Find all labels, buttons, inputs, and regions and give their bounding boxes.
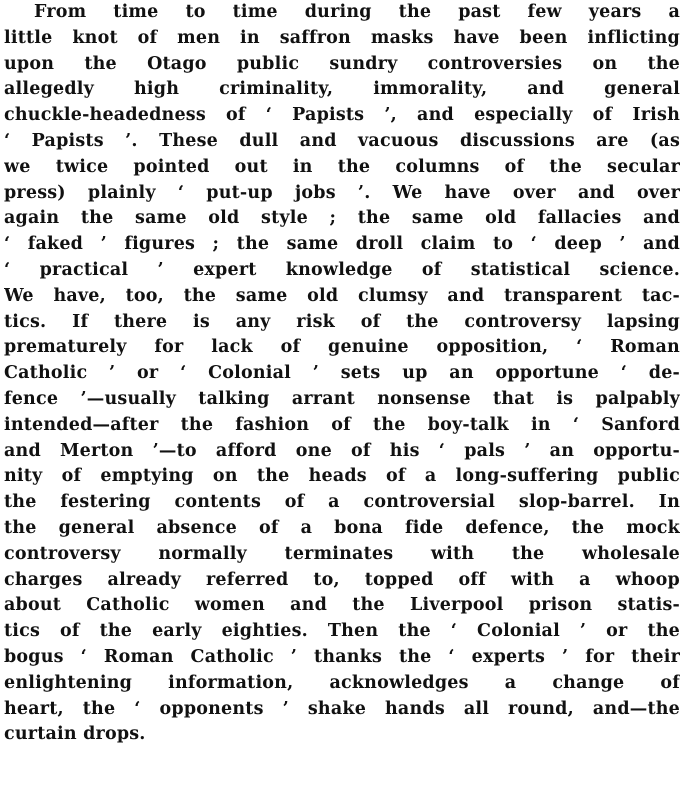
- text-line: curtain drops.: [4, 724, 146, 745]
- text-line: ‘ practical ’ expert knowledge of statistical science.: [4, 259, 680, 280]
- text-line: nity of emptying on the heads of a long-suffering public: [4, 466, 680, 487]
- text-line: controversy normally terminates with the wholesale: [4, 543, 680, 564]
- text-line: ‘ faked ’ figures ; the same droll claim to ‘ deep ’ and: [4, 234, 680, 255]
- text-line: and Merton ’—to afford one of his ‘ pals ’ an opportu-: [4, 440, 680, 461]
- text-line: enlightening information, acknowledges a change of: [4, 672, 680, 693]
- text-line: prematurely for lack of genuine opposition, ‘ Roman: [4, 337, 680, 358]
- text-line: From time to time during the past few years a: [34, 2, 680, 22]
- text-line: We have, too, the same old clumsy and transparent tac-: [4, 285, 680, 306]
- article-paragraph: [4, 0, 680, 748]
- text-line: charges already referred to, topped off with a whoop: [4, 569, 680, 590]
- text-line: fence ’—usually talking arrant nonsense that is palpably: [4, 388, 680, 409]
- text-line: heart, the ‘ opponents ’ shake hands all round, and—the: [4, 698, 680, 719]
- text-line: upon the Otago public sundry controversies on the: [4, 53, 680, 74]
- text-line: chuckle-headedness of ‘ Papists ’, and especially of Irish: [4, 105, 680, 126]
- text-line: allegedly high criminality, immorality, and general: [4, 79, 680, 100]
- text-line: we twice pointed out in the columns of the secular: [4, 156, 680, 177]
- text-line: about Catholic women and the Liverpool prison statis-: [4, 595, 680, 616]
- text-line: tics of the early eighties. Then the ‘ Colonial ’ or the: [4, 621, 680, 642]
- text-line: the general absence of a bona fide defence, the mock: [4, 517, 680, 538]
- text-line: again the same old style ; the same old fallacies and: [4, 208, 680, 229]
- text-line: press) plainly ‘ put-up jobs ’. We have over and over: [4, 182, 680, 203]
- text-line: tics. If there is any risk of the controversy lapsing: [4, 311, 680, 332]
- text-line: ‘ Papists ’. These dull and vacuous discussions are (as: [4, 130, 680, 151]
- text-line: Catholic ’ or ‘ Colonial ’ sets up an opportune ‘ de-: [4, 363, 680, 384]
- text-line: little knot of men in saffron masks have been inflicting: [4, 27, 680, 48]
- text-line: the festering contents of a controversial slop-barrel. In: [4, 492, 680, 513]
- text-line: bogus ‘ Roman Catholic ’ thanks the ‘ experts ’ for their: [4, 646, 680, 667]
- text-line: intended—after the fashion of the boy-talk in ‘ Sanford: [4, 414, 680, 435]
